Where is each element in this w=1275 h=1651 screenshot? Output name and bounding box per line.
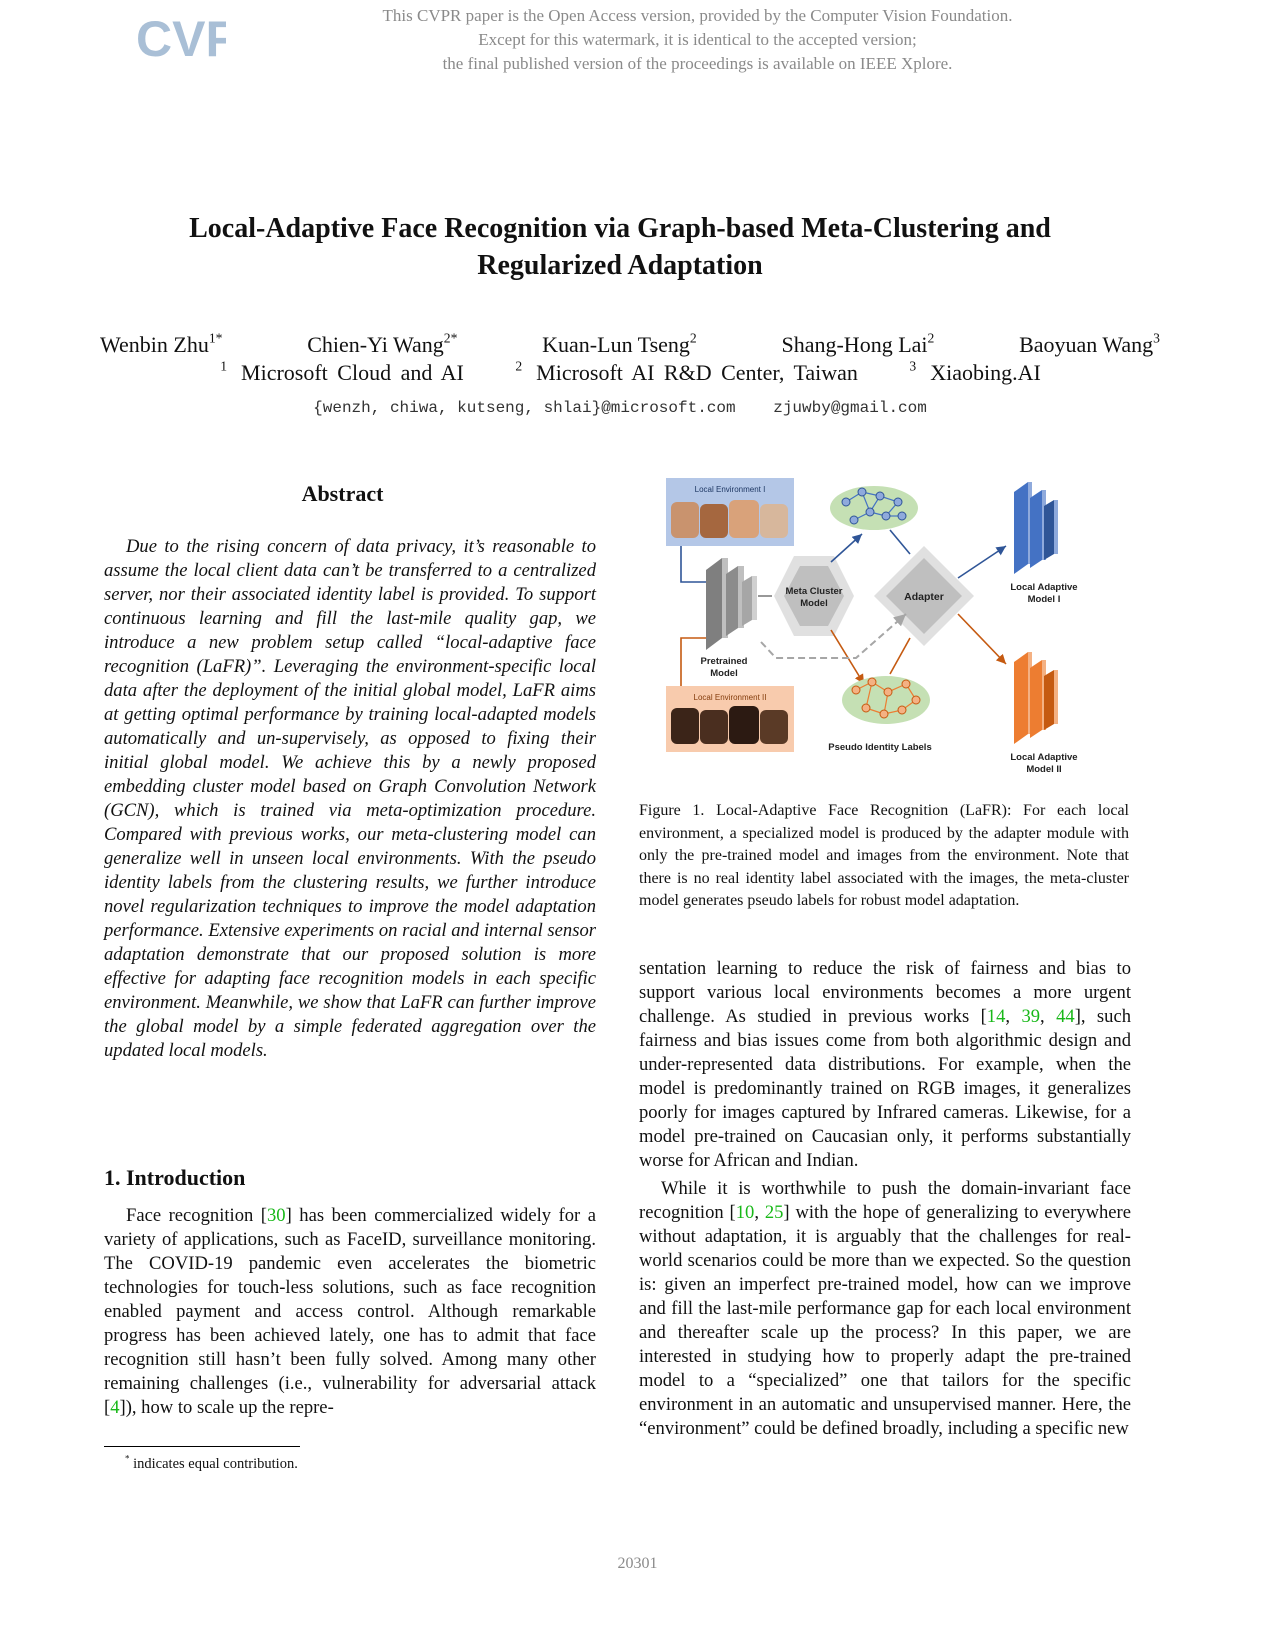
author: Wenbin Zhu$^{1*}$ xyxy=(100,330,223,357)
figure-1-caption: Figure 1. Local-Adaptive Face Recognition (LaFR): For each local environment, a specialized model is produced by the adapter module with only the pre-trained model and images from the environment. Note that there is no real identity label associated with the images, the meta-cluster model generates pseudo labels for robust model adaptation. xyxy=(639,802,1129,909)
intro-heading: 1. Introduction xyxy=(104,1165,246,1190)
local-model-2-label-1: Local Adaptive xyxy=(1010,752,1078,763)
intro-paragraph: Face recognition [30] has been commercialized widely for a variety of applications, such as FaceID, surveillance monitoring. The COVID-19 pandemic even accelerates the biometric technologies for touch-less solutions, such as face recognition enabled payment and access control. Although remarkable progress has been achieved lately, one has to admit that face recognition still hasn’t been fully solved. Among many other remaining challenges (i.e., vulnerability for adversarial attack [4]), how to scale up the repre- xyxy=(104,1205,596,1418)
local-adaptive-model-1-icon xyxy=(1014,482,1058,574)
email-group: {wenzh, chiwa, kutseng, shlai}@microsoft.com xyxy=(313,399,736,417)
blue-connector xyxy=(681,546,706,582)
pretrained-model-icon xyxy=(706,558,757,650)
local-environment-1 xyxy=(666,478,794,546)
citation-link[interactable]: 44 xyxy=(1056,1006,1075,1027)
pretrained-label-1: Pretrained xyxy=(700,656,748,667)
citation-link[interactable]: 14 xyxy=(986,1006,1006,1027)
cluster-graph-2 xyxy=(842,676,930,724)
affiliation-list xyxy=(0,360,1275,386)
local-model-1-label-2: Model I xyxy=(1027,594,1061,605)
local-env-1-label: Local Environment I xyxy=(694,485,766,494)
figure-1 xyxy=(666,478,1111,793)
title-line-1: Local-Adaptive Face Recognition via Graph-based Meta-Clustering and xyxy=(189,213,1051,244)
cvf-logo-text: CVF xyxy=(136,11,226,67)
author-emails xyxy=(0,399,1240,417)
meta-cluster-label-2: Model xyxy=(800,598,828,609)
right-column-paragraph-2: While it is worthwhile to push the domain-invariant face recognition [10, 25] with the hope of generalizing to everywhere without adaptation, it is arguably that the challenges for real-world scenarios could be more than we expected. So the question is: given an imperfect pre-trained model, how can we improve and fill the last-mile performance gap for each local environment and thereafter scale up the process? In this paper, we are interested in studying how to properly adapt the pre-trained model to a “specialized” one that tailors for the specific environment in an automatic and unsupervised manner. Here, the “environment” could be defined broadly, including a specific new xyxy=(639,1178,1131,1439)
local-environment-2 xyxy=(666,686,794,752)
author: Baoyuan Wang$^3$ xyxy=(1019,330,1160,357)
citation-link[interactable]: 39 xyxy=(1021,1006,1041,1027)
local-model-1-label-1: Local Adaptive xyxy=(1010,582,1078,593)
footnote-rule xyxy=(104,1446,300,1447)
meta-cluster-model xyxy=(774,556,854,636)
author: Kuan-Lun Tseng$^2$ xyxy=(542,330,697,357)
graph1-to-adapter-line xyxy=(890,530,910,554)
footnote: * indicates equal contribution. xyxy=(125,1453,298,1472)
watermark-line-3: the final published version of the proceedings is available on IEEE Xplore. xyxy=(442,54,953,73)
cluster-to-graph1-arrow xyxy=(831,534,862,562)
graph2-to-adapter-line xyxy=(890,638,910,674)
local-model-2-label-2: Model II xyxy=(1026,764,1062,775)
pseudo-labels-label: Pseudo Identity Labels xyxy=(828,742,932,753)
watermark-line-1: This CVPR paper is the Open Access version, provided by the Computer Vision Foundation. xyxy=(382,6,1013,25)
meta-cluster-label-1: Meta Cluster xyxy=(785,586,843,597)
author: Shang-Hong Lai$^2$ xyxy=(781,330,935,357)
page-number: 20301 xyxy=(617,1555,658,1572)
author: Chien-Yi Wang$^{2*}$ xyxy=(307,330,458,357)
adapter-module xyxy=(874,546,974,646)
citation-link[interactable]: 30 xyxy=(267,1205,286,1226)
watermark-notice xyxy=(0,4,1275,76)
abstract-text: Due to the rising concern of data privacy, it’s reasonable to assume the local client data can’t be transferred to a centralized server, nor their associated identity label is provided. To support continuous learning and fill the last-mile quality gap, we introduce a new problem setup called “local-adaptive face recognition (LaFR)”. Leveraging the environment-specific local data after the deployment of the initial global model, LaFR aims at getting optimal performance by training local-adapted models automatically and un-supervisely, as opposed to fixing their initial global model. We achieve this by a newly proposed embedding cluster model based on Graph Convolution Network (GCN), which is trained via meta-optimization procedure. Compared with previous works, our meta-clustering model can generalize well in unseen local environments. With the pseudo identity labels from the clustering results, we further introduce novel regularization techniques to improve the model adaptation performance. Extensive experiments on racial and internal sensor adaptation demonstrate that our proposed solution is more effective for adapting face recognition models in each specific environment. Meanwhile, we show that LaFR can further improve the global model by a simple federated aggregation over the updated local models. xyxy=(104,536,596,1061)
abstract-heading: Abstract xyxy=(301,481,384,506)
cluster-graph-1 xyxy=(830,486,918,530)
adapter-to-model1-arrow xyxy=(958,546,1006,578)
watermark-line-2: Except for this watermark, it is identical to the accepted version; xyxy=(478,30,917,49)
citation-link[interactable]: 25 xyxy=(764,1202,784,1223)
affiliation: $^2$ Microsoft AI R&D Center, Taiwan xyxy=(515,358,858,385)
affiliation: $^3$ Xiaobing.AI xyxy=(909,358,1041,385)
title-line-2: Regularized Adaptation xyxy=(477,250,763,281)
local-adaptive-model-2-icon xyxy=(1014,652,1058,744)
paper-title xyxy=(0,210,1240,284)
face-photo-group-1 xyxy=(671,500,788,538)
affiliation: $^1$ Microsoft Cloud and AI xyxy=(220,358,464,385)
citation-link[interactable]: 4 xyxy=(110,1397,120,1418)
pretrained-label-2: Model xyxy=(710,668,738,679)
citation-link[interactable]: 10 xyxy=(735,1202,755,1223)
author-list xyxy=(100,332,1160,358)
email-single: zjuwby@gmail.com xyxy=(773,399,927,417)
adapter-to-model2-arrow xyxy=(958,614,1006,664)
face-photo-group-2 xyxy=(671,706,788,744)
local-env-2-label: Local Environment II xyxy=(693,693,767,702)
adapter-label: Adapter xyxy=(904,591,944,603)
right-column-paragraph-1: sentation learning to reduce the risk of fairness and bias to support various local environments becomes a more urgent challenge. As studied in previous works [14, 39, 44], such fairness and bias issues come from both algorithmic design and under-represented data distributions. For example, when the model is predominantly trained on RGB images, it generalizes poorly for images captured by Infrared cameras. Likewise, for a model pre-trained on Caucasian only, it performs substantially worse for African and Indian. xyxy=(639,958,1132,1171)
